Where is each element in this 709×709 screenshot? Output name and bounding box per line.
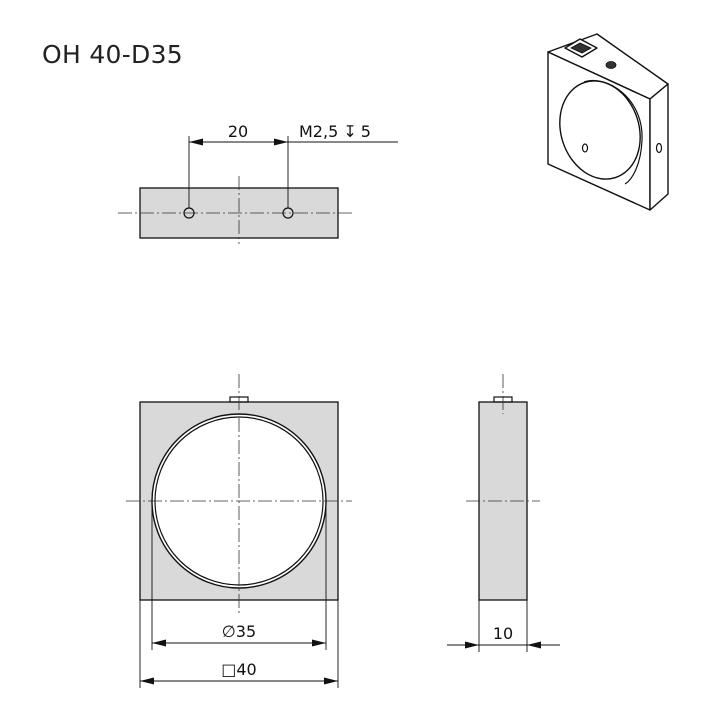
outer-size-value: 40	[236, 660, 257, 679]
diameter-symbol: ∅	[221, 622, 236, 641]
outer-size-arrow-right	[324, 678, 338, 685]
thickness-arrow-right	[527, 642, 541, 649]
thickness-label: 10	[492, 624, 514, 643]
outer-size-arrow-left	[140, 678, 154, 685]
bore-arrow-left	[152, 640, 166, 647]
bore-arrow-right	[312, 640, 326, 647]
thickness-arrow-left	[465, 642, 479, 649]
thread-size: M2,5	[299, 122, 344, 141]
iso-side-face	[650, 84, 668, 210]
thread-depth: 5	[360, 122, 371, 141]
front-view	[126, 374, 352, 688]
side-view	[447, 374, 560, 652]
bore-diameter-value: 35	[235, 622, 257, 641]
hole-spacing-arrow-right	[274, 139, 288, 146]
top-view	[118, 122, 398, 244]
hole-spacing-arrow-left	[189, 139, 203, 146]
square-symbol: □	[221, 660, 237, 679]
isometric-view	[547, 34, 668, 210]
hole-spacing-label: 20	[227, 122, 249, 141]
iso-top-screw-hole	[606, 62, 616, 69]
depth-symbol: ↧	[343, 122, 357, 141]
part-title: OH 40-D35	[42, 40, 184, 69]
bore-diameter-label	[222, 622, 256, 641]
thread-callout-label	[299, 122, 371, 141]
outer-size-label	[221, 660, 256, 679]
